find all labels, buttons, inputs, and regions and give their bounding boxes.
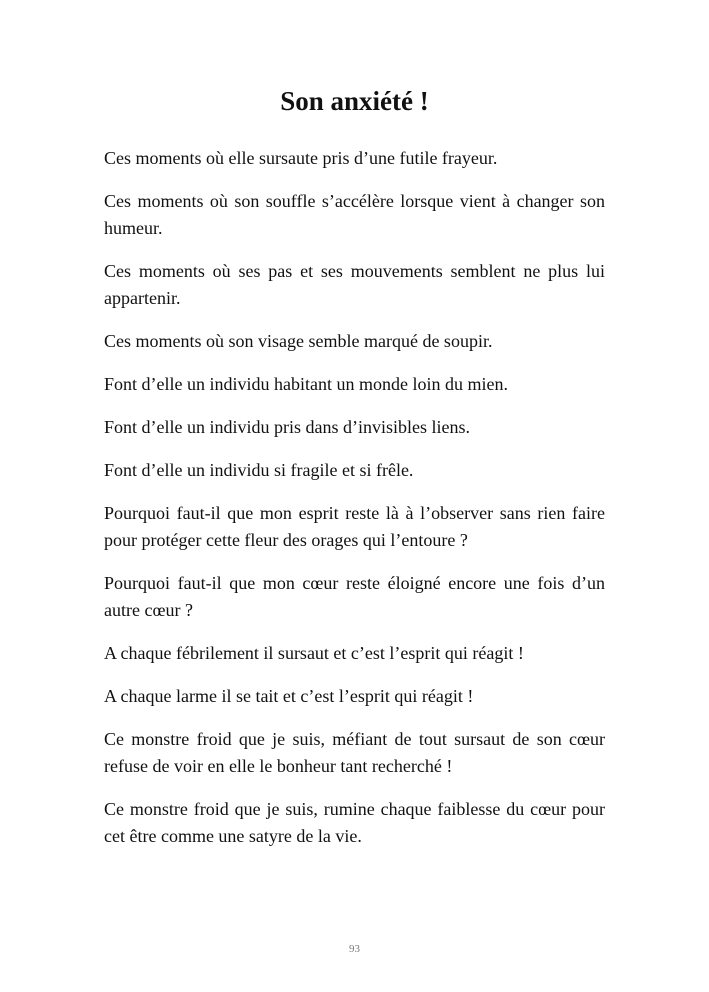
poem-title: Son anxiété ! — [280, 86, 429, 116]
poem-body — [104, 145, 605, 866]
page-number: 93 — [349, 943, 360, 955]
poem-paragraph: Ces moments où elle sursaute pris d’une futile frayeur. — [104, 148, 498, 168]
poem-paragraph: Font d’elle un individu si fragile et si frêle. — [104, 460, 414, 480]
poem-paragraph: Font d’elle un individu habitant un monde loin du mien. — [104, 374, 508, 394]
poem-paragraph: Ces moments où ses pas et ses mouvements semblent ne plus lui appartenir. — [104, 261, 605, 308]
poem-paragraph: Font d’elle un individu pris dans d’invisibles liens. — [104, 417, 470, 437]
poem-paragraph: Ces moments où son visage semble marqué de soupir. — [104, 331, 493, 351]
poem-paragraph: Ce monstre froid que je suis, rumine chaque faiblesse du cœur pour cet être comme une satyre de la vie. — [104, 799, 605, 846]
poem-paragraph: Pourquoi faut-il que mon cœur reste éloigné encore une fois d’un autre cœur ? — [104, 573, 605, 620]
poem-paragraph: Ce monstre froid que je suis, méfiant de tout sursaut de son cœur refuse de voir en elle le bonheur tant recherché ! — [104, 729, 605, 776]
poem-paragraph: A chaque fébrilement il sursaut et c’est l’esprit qui réagit ! — [104, 643, 524, 663]
poem-paragraph: Ces moments où son souffle s’accélère lorsque vient à changer son humeur. — [104, 191, 605, 238]
poem-paragraph: Pourquoi faut-il que mon esprit reste là à l’observer sans rien faire pour protéger cette fleur des orages qui l’entoure ? — [104, 503, 605, 550]
poem-paragraph: A chaque larme il se tait et c’est l’esprit qui réagit ! — [104, 686, 474, 706]
